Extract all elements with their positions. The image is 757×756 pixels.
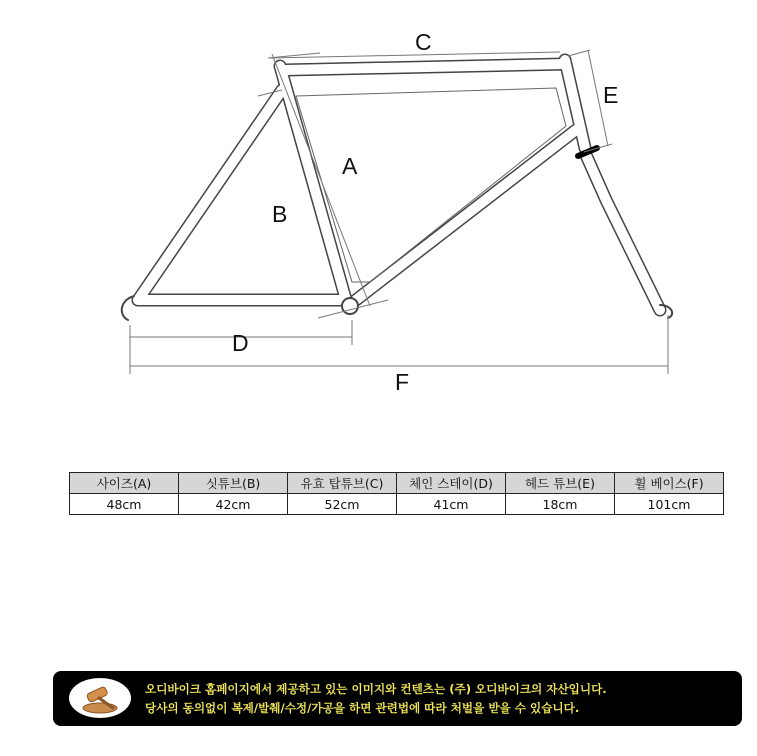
header-wheelbase: 휠 베이스(F) <box>615 473 724 494</box>
value-head-tube: 18cm <box>506 494 615 515</box>
spec-header-row <box>70 473 724 494</box>
label-e: E <box>603 82 619 108</box>
header-chain-stay: 체인 스테이(D) <box>397 473 506 494</box>
header-size: 사이즈(A) <box>70 473 179 494</box>
label-b: B <box>272 201 288 227</box>
header-top-tube: 유효 탑튜브(C) <box>288 473 397 494</box>
spec-value-row <box>70 494 724 515</box>
copyright-notice <box>53 671 742 726</box>
notice-line-2: 당사의 동의없이 복제/발췌/수정/가공을 하면 관련법에 따라 처벌을 받을 수 있습니다. <box>145 701 580 715</box>
gavel-icon <box>69 678 131 718</box>
dimension-lines <box>130 50 668 374</box>
label-c: C <box>415 29 432 55</box>
dim-line-e-top <box>568 50 590 56</box>
label-a: A <box>342 153 358 179</box>
notice-text <box>145 680 607 718</box>
bike-frame <box>122 60 672 320</box>
value-seat-tube: 42cm <box>179 494 288 515</box>
spec-table <box>69 472 724 515</box>
value-size: 48cm <box>70 494 179 515</box>
value-top-tube: 52cm <box>288 494 397 515</box>
header-seat-tube: 싯튜브(B) <box>179 473 288 494</box>
header-head-tube: 헤드 튜브(E) <box>506 473 615 494</box>
label-f: F <box>395 369 410 395</box>
value-wheelbase: 101cm <box>615 494 724 515</box>
label-d: D <box>232 330 249 356</box>
dim-line-a <box>272 54 370 306</box>
value-chain-stay: 41cm <box>397 494 506 515</box>
notice-line-1: 오디바이크 홈페이지에서 제공하고 있는 이미지와 컨텐츠는 (주) 오디바이크의 자산입니다. <box>145 682 607 696</box>
